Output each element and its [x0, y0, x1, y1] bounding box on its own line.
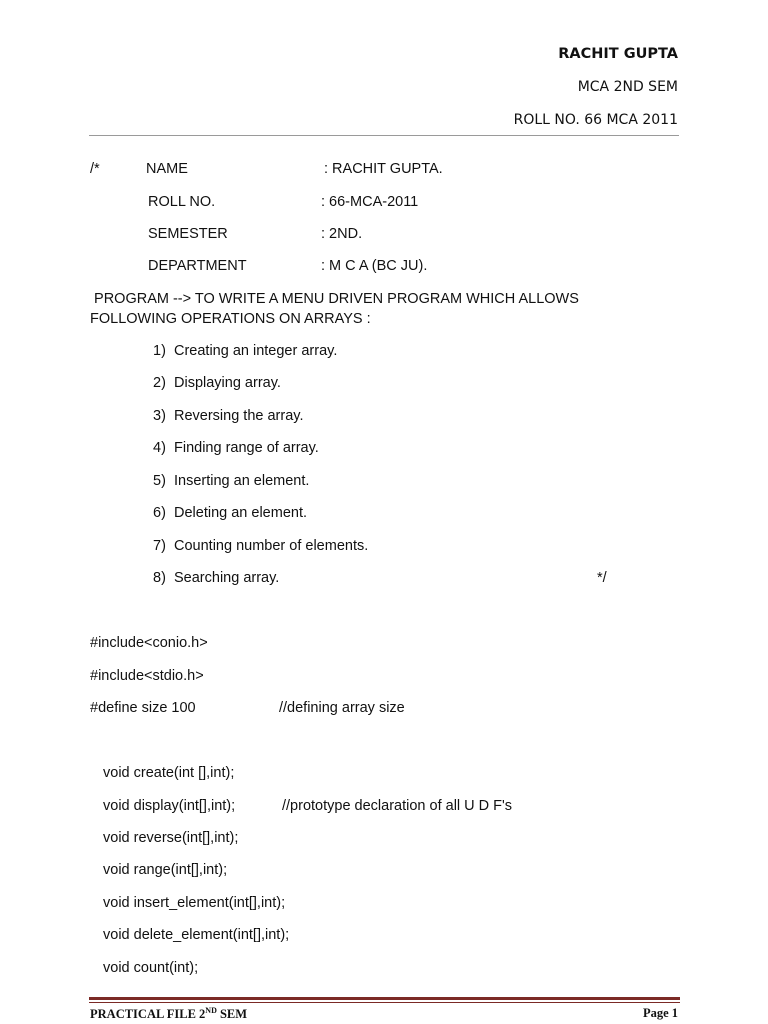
list-item-number: 7)	[153, 538, 166, 554]
comment-open: /*	[90, 161, 100, 177]
footer-title-suffix: SEM	[216, 1007, 248, 1022]
prototype-comment: //prototype declaration of all U D F's	[282, 798, 513, 814]
program-description-line-2: FOLLOWING OPERATIONS ON ARRAYS :	[90, 311, 371, 327]
page-number: Page 1	[642, 1006, 678, 1020]
prototype-line: void reverse(int[],int);	[103, 830, 239, 846]
list-item: Counting number of elements.	[174, 538, 369, 554]
list-item: Inserting an element.	[174, 473, 310, 489]
include-stdio: #include<stdio.h>	[90, 668, 204, 684]
list-item: Searching array.	[174, 570, 280, 586]
header-roll-number: ROLL NO. 66 MCA 2011	[513, 112, 678, 128]
list-item-number: 4)	[153, 440, 166, 456]
footer-title	[90, 1006, 247, 1022]
comment-close: */	[597, 570, 607, 586]
department-value: : M C A (BC JU).	[321, 258, 428, 274]
semester-value: : 2ND.	[321, 226, 363, 242]
list-item-number: 3)	[153, 408, 166, 424]
prototype-line: void create(int [],int);	[103, 765, 235, 781]
footer-title-superscript: ND	[205, 1006, 217, 1015]
prototype-line: void count(int);	[103, 960, 199, 976]
prototype-line: void delete_element(int[],int);	[103, 927, 290, 943]
program-description-line-1: PROGRAM --> TO WRITE A MENU DRIVEN PROGRAM WHICH ALLOWS	[90, 291, 579, 307]
include-conio: #include<conio.h>	[90, 635, 208, 651]
list-item: Deleting an element.	[174, 505, 307, 521]
define-size: #define size 100	[90, 700, 196, 716]
footer-divider-thick	[89, 997, 680, 1000]
list-item-number: 6)	[153, 505, 166, 521]
list-item-number: 8)	[153, 570, 166, 586]
list-item-number: 5)	[153, 473, 166, 489]
roll-value: : 66-MCA-2011	[321, 194, 419, 210]
semester-label: SEMESTER	[148, 226, 228, 242]
prototype-line: void range(int[],int);	[103, 862, 228, 878]
list-item: Reversing the array.	[174, 408, 304, 424]
header-divider	[89, 135, 679, 136]
list-item: Displaying array.	[174, 375, 281, 391]
name-value: : RACHIT GUPTA.	[324, 161, 443, 177]
prototype-line: void display(int[],int);	[103, 798, 236, 814]
header-author-name: RACHIT GUPTA	[558, 46, 678, 62]
list-item: Creating an integer array.	[174, 343, 338, 359]
department-label: DEPARTMENT	[148, 258, 247, 274]
footer-title-text: PRACTICAL FILE 2	[90, 1007, 206, 1022]
roll-label: ROLL NO.	[148, 194, 216, 210]
list-item-number: 2)	[153, 375, 166, 391]
name-label: NAME	[146, 161, 188, 177]
header-semester: MCA 2ND SEM	[577, 79, 678, 95]
list-item-number: 1)	[153, 343, 166, 359]
list-item: Finding range of array.	[174, 440, 319, 456]
footer-divider-thin	[89, 1002, 680, 1003]
define-comment: //defining array size	[279, 700, 405, 716]
prototype-line: void insert_element(int[],int);	[103, 895, 286, 911]
